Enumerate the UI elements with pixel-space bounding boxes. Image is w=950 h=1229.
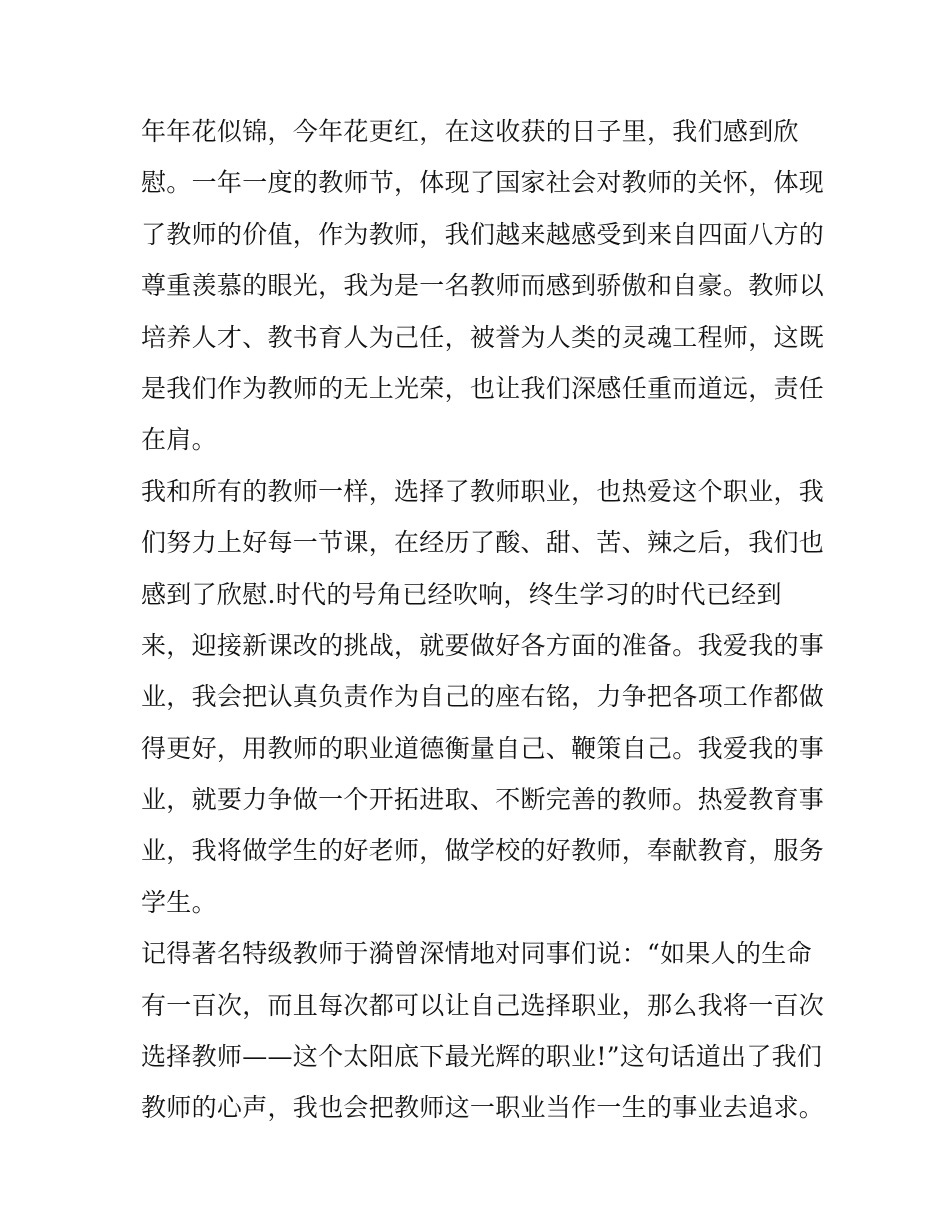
- document-body: [141, 106, 831, 1134]
- paragraph-2: [141, 466, 831, 929]
- text-line: 在肩。: [141, 425, 217, 455]
- text-line: 选择教师——这个太阳底下最光辉的职业!”这句话道出了我们: [141, 1042, 823, 1072]
- text-line: 我和所有的教师一样，选择了教师职业，也热爱这个职业，我: [141, 476, 825, 506]
- text-line: 培养人才、教书育人为己任，被誉为人类的灵魂工程师，这既: [141, 322, 825, 352]
- text-line: 来，迎接新课改的挑战，就要做好各方面的准备。我爱我的事: [141, 630, 825, 660]
- text-line: 年年花似锦，今年花更红，在这收获的日子里，我们感到欣: [141, 117, 799, 146]
- text-line: 感到了欣慰.时代的号角已经吹响，终生学习的时代已经到: [141, 579, 782, 609]
- text-line: 慰。一年一度的教师节，体现了国家社会对教师的关怀，体现: [141, 168, 825, 198]
- text-line: 有一百次，而且每次都可以让自己选择职业，那么我将一百次: [141, 990, 825, 1020]
- text-line: 是我们作为教师的无上光荣，也让我们深感任重而道远，责任: [141, 373, 825, 403]
- text-line: 们努力上好每一节课，在经历了酸、甜、苦、辣之后，我们也: [141, 528, 825, 558]
- text-line: 了教师的价值，作为教师，我们越来越感受到来自四面八方的: [141, 219, 825, 249]
- text-line: 业，我会把认真负责作为自己的座右铭，力争把各项工作都做: [141, 682, 825, 712]
- text-line: 学生。: [141, 887, 217, 917]
- text-line: 教师的心声，我也会把教师这一职业当作一生的事业去追求。: [141, 1093, 825, 1123]
- paragraph-3: [141, 928, 831, 1134]
- text-line: 业，我将做学生的好老师，做学校的好教师，奉献教育，服务: [141, 836, 825, 866]
- text-line: 业，就要力争做一个开拓进取、不断完善的教师。热爱教育事: [141, 785, 825, 815]
- text-line: 记得著名特级教师于漪曾深情地对同事们说：“如果人的生命: [141, 939, 812, 969]
- text-line: 得更好，用教师的职业道德衡量自己、鞭策自己。我爱我的事: [141, 733, 825, 763]
- text-line: 尊重羡慕的眼光，我为是一名教师而感到骄傲和自豪。教师以: [141, 271, 825, 301]
- paragraph-1: [141, 106, 831, 466]
